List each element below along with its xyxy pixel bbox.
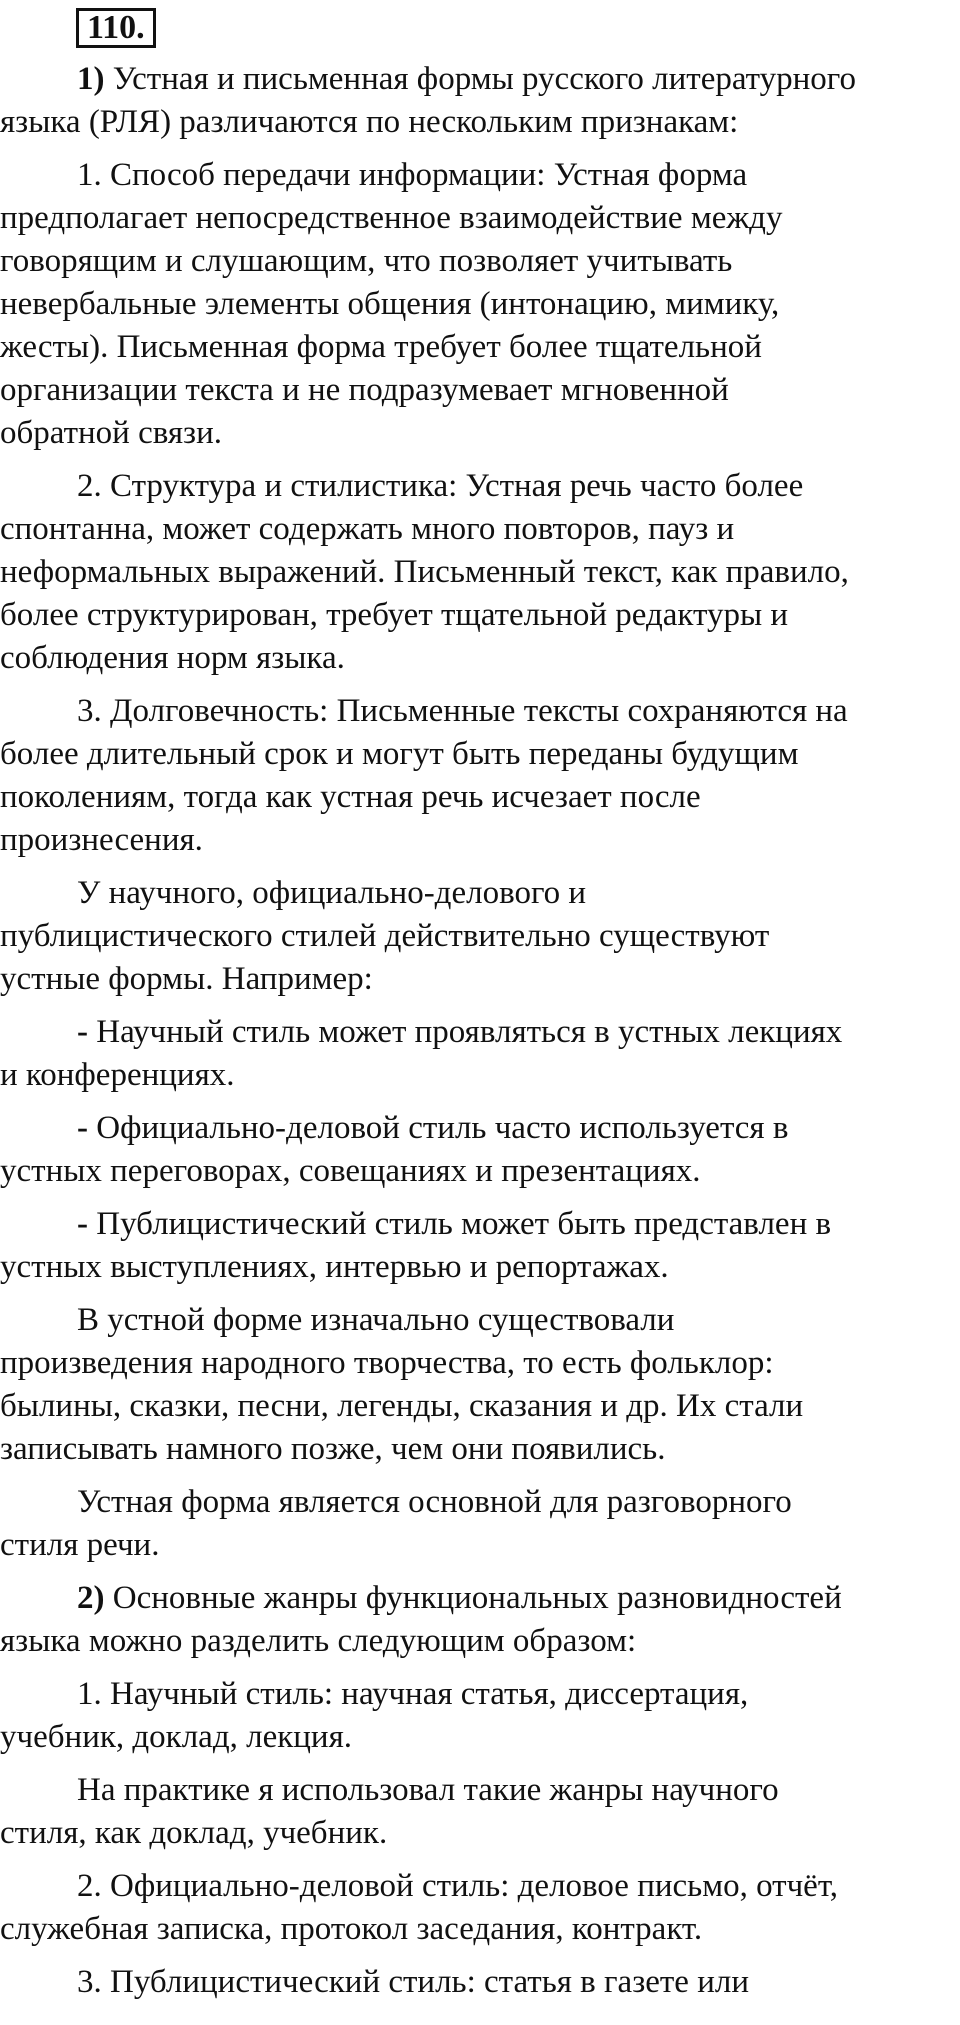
line-text: языка можно разделить следующим образом: xyxy=(0,1623,637,1659)
text-line xyxy=(0,101,956,144)
text-line xyxy=(0,915,956,958)
line-text: невербальные элементы общения (интонацию, мимику, xyxy=(0,286,780,322)
text-line xyxy=(0,1524,956,1567)
line-text: устных переговорах, совещаниях и презентациях. xyxy=(0,1153,701,1189)
text-line xyxy=(0,1865,956,1908)
line-text: предполагает непосредственное взаимодействие между xyxy=(0,200,783,236)
text-line xyxy=(0,1150,956,1193)
line-text: 3. Долговечность: Письменные тексты сохраняются на xyxy=(77,693,848,729)
line-text: У научного, официально-делового и xyxy=(77,875,587,911)
text-line xyxy=(0,872,956,915)
paragraph xyxy=(0,1481,956,1567)
line-text: спонтанна, может содержать много повторов, пауз и xyxy=(0,511,735,547)
text-line xyxy=(0,1812,956,1855)
text-line xyxy=(0,1107,956,1150)
line-text: былины, сказки, песни, легенды, сказания и др. Их стали xyxy=(0,1388,804,1424)
text-line xyxy=(0,594,956,637)
text-line xyxy=(0,508,956,551)
paragraph xyxy=(0,1011,956,1097)
line-text: служебная записка, протокол заседания, контракт. xyxy=(0,1911,703,1947)
text-line xyxy=(0,369,956,412)
line-text: устные формы. Например: xyxy=(0,961,373,997)
text-line xyxy=(0,412,956,455)
text-line xyxy=(0,1203,956,1246)
line-text: В устной форме изначально существовали xyxy=(77,1302,675,1338)
document-body xyxy=(0,58,956,2014)
text-line xyxy=(0,1769,956,1812)
paragraph xyxy=(0,1107,956,1193)
line-text: Официально-деловой стиль часто используется в xyxy=(96,1110,789,1146)
text-line xyxy=(0,283,956,326)
line-text: Научный стиль может проявляться в устных лекциях xyxy=(96,1014,843,1050)
text-line xyxy=(0,1577,956,1620)
paragraph xyxy=(0,690,956,862)
text-line xyxy=(0,240,956,283)
line-text: обратной связи. xyxy=(0,415,222,451)
line-text: произведения народного творчества, то есть фольклор: xyxy=(0,1345,774,1381)
line-text: 2. Структура и стилистика: Устная речь часто более xyxy=(77,468,804,504)
line-text: 3. Публицистический стиль: статья в газете или xyxy=(77,1964,749,2000)
paragraph xyxy=(0,1577,956,1663)
text-line xyxy=(0,733,956,776)
text-line xyxy=(0,819,956,862)
line-text: стиля речи. xyxy=(0,1527,160,1563)
paragraph xyxy=(0,1203,956,1289)
paragraph xyxy=(0,1865,956,1951)
paragraph xyxy=(0,1961,956,2004)
text-line xyxy=(0,1385,956,1428)
text-line xyxy=(0,1908,956,1951)
line-text: На практике я использовал такие жанры научного xyxy=(77,1772,779,1808)
paragraph xyxy=(0,58,956,144)
paragraph xyxy=(0,154,956,455)
paragraph xyxy=(0,1769,956,1855)
text-line xyxy=(0,1054,956,1097)
paragraph-marker: 2) xyxy=(77,1580,105,1616)
line-text: соблюдения норм языка. xyxy=(0,640,345,676)
paragraph xyxy=(0,1673,956,1759)
text-line xyxy=(0,326,956,369)
line-text: Публицистический стиль может быть представлен в xyxy=(96,1206,832,1242)
line-text: учебник, доклад, лекция. xyxy=(0,1719,353,1755)
text-line xyxy=(0,1620,956,1663)
task-number: 110. xyxy=(76,8,156,48)
line-text: стиля, как доклад, учебник. xyxy=(0,1815,388,1851)
line-text: 1. Способ передачи информации: Устная форма xyxy=(77,157,748,193)
paragraph xyxy=(0,465,956,680)
line-text: языка (РЛЯ) различаются по нескольким признакам: xyxy=(0,104,739,140)
paragraph-marker: - xyxy=(77,1206,88,1242)
line-text: записывать намного позже, чем они появились. xyxy=(0,1431,666,1467)
text-line xyxy=(0,776,956,819)
text-line xyxy=(0,1428,956,1471)
line-text: жесты). Письменная форма требует более тщательной xyxy=(0,329,762,365)
paragraph-marker: 1) xyxy=(77,61,105,97)
line-text: поколениям, тогда как устная речь исчезает после xyxy=(0,779,701,815)
text-line xyxy=(0,637,956,680)
text-line xyxy=(0,1673,956,1716)
text-line xyxy=(0,465,956,508)
paragraph-marker: - xyxy=(77,1014,88,1050)
paragraph xyxy=(0,872,956,1001)
line-text: неформальных выражений. Письменный текст, как правило, xyxy=(0,554,849,590)
text-line xyxy=(0,58,956,101)
line-text: произнесения. xyxy=(0,822,203,858)
line-text: более структурирован, требует тщательной редактуры и xyxy=(0,597,789,633)
text-line xyxy=(0,690,956,733)
line-text: устных выступлениях, интервью и репортажах. xyxy=(0,1249,669,1285)
text-line xyxy=(0,1342,956,1385)
paragraph-marker: - xyxy=(77,1110,88,1146)
text-line xyxy=(0,1716,956,1759)
text-line xyxy=(0,154,956,197)
text-line xyxy=(0,1011,956,1054)
line-text: организации текста и не подразумевает мгновенной xyxy=(0,372,729,408)
line-text: 1. Научный стиль: научная статья, диссертация, xyxy=(77,1676,749,1712)
line-text: публицистического стилей действительно существуют xyxy=(0,918,770,954)
text-line xyxy=(0,1481,956,1524)
line-text: 2. Официально-деловой стиль: деловое письмо, отчёт, xyxy=(77,1868,839,1904)
paragraph xyxy=(0,1299,956,1471)
line-text: и конференциях. xyxy=(0,1057,235,1093)
line-text: говорящим и слушающим, что позволяет учитывать xyxy=(0,243,733,279)
text-line xyxy=(0,958,956,1001)
text-line xyxy=(0,1299,956,1342)
text-line xyxy=(0,1961,956,2004)
text-line xyxy=(0,551,956,594)
text-line xyxy=(0,197,956,240)
line-text: Основные жанры функциональных разновидностей xyxy=(112,1580,842,1616)
line-text: Устная и письменная формы русского литературного xyxy=(112,61,857,97)
text-line xyxy=(0,1246,956,1289)
line-text: более длительный срок и могут быть переданы будущим xyxy=(0,736,799,772)
line-text: Устная форма является основной для разговорного xyxy=(77,1484,792,1520)
